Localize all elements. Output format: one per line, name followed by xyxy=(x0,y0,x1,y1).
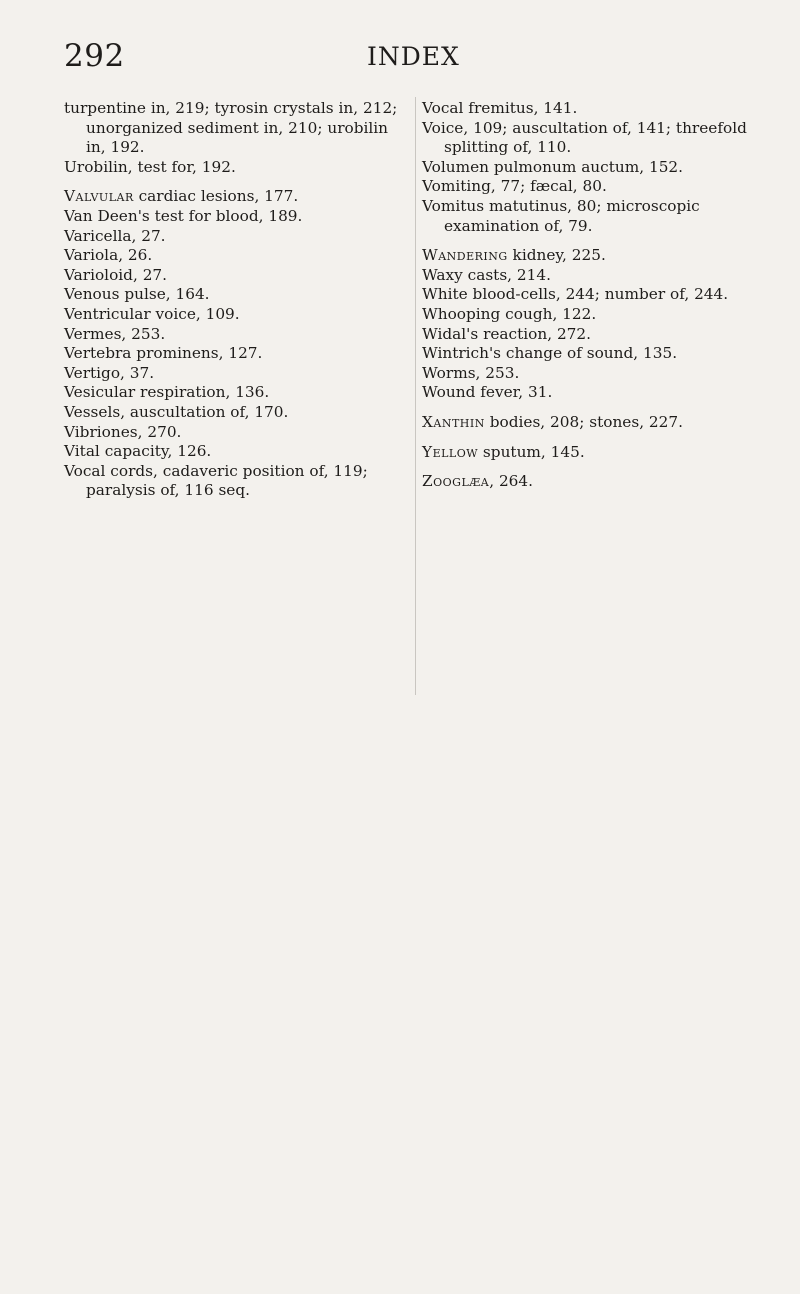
index-entry xyxy=(422,443,770,463)
index-entry: Ventricular voice, 109. xyxy=(64,304,240,323)
index-entry xyxy=(64,187,412,207)
section-gap xyxy=(422,433,770,443)
index-entry-lead: Yellow xyxy=(422,442,479,461)
index-entry: Wintrich's change of sound, 135. xyxy=(422,344,678,363)
index-entry: Widal's reaction, 272. xyxy=(422,324,592,343)
section-gap xyxy=(422,236,770,246)
index-entry: Vibriones, 270. xyxy=(64,422,182,441)
index-entry: Urobilin, test for, 192. xyxy=(64,157,236,176)
index-entry-lead: Zooglæa xyxy=(422,472,490,491)
index-entry: Vessels, auscultation of, 170. xyxy=(64,402,289,421)
index-entry-text: sputum, 145. xyxy=(478,442,585,461)
index-entry: Vomiting, 77; fæcal, 80. xyxy=(422,177,607,196)
index-entry: Wound fever, 31. xyxy=(422,383,553,402)
index-entry: Varicella, 27. xyxy=(64,226,166,245)
index-entry: Vocal cords, cadaveric position of, 119; paralysis of, 116 seq. xyxy=(64,461,368,500)
index-entry: Vesicular respiration, 136. xyxy=(64,383,270,402)
index-entry-text: kidney, 225. xyxy=(507,246,606,265)
index-entry-text: cardiac lesions, 177. xyxy=(133,187,299,206)
page-header xyxy=(0,38,800,78)
index-column-left xyxy=(64,99,412,501)
index-entry: Vital capacity, 126. xyxy=(64,442,212,461)
index-entry: Vertebra prominens, 127. xyxy=(64,344,263,363)
index-entry: Waxy casts, 214. xyxy=(422,265,551,284)
index-entry-text: bodies, 208; stones, 227. xyxy=(484,412,683,431)
index-entry: Whooping cough, 122. xyxy=(422,304,597,323)
index-entry: Van Deen's test for blood, 189. xyxy=(64,206,303,225)
index-entry: White blood-cells, 244; number of, 244. xyxy=(422,285,729,304)
index-entry: Volumen pulmonum auctum, 152. xyxy=(422,157,684,176)
index-entry: Venous pulse, 164. xyxy=(64,285,210,304)
index-entry xyxy=(422,246,770,266)
index-entry: Vermes, 253. xyxy=(64,324,166,343)
column-divider xyxy=(415,97,416,695)
index-entry: turpentine in, 219; tyrosin crystals in, 212; unorganized sediment in, 210; urobilin in, 192. xyxy=(64,99,398,157)
index-entry: Vertigo, 37. xyxy=(64,363,155,382)
section-gap xyxy=(422,462,770,472)
section-gap xyxy=(422,403,770,413)
index-entry xyxy=(422,472,770,492)
page-number: 292 xyxy=(64,38,125,74)
section-gap xyxy=(64,177,412,187)
index-entry: Vomitus matutinus, 80; microscopic examination of, 79. xyxy=(422,196,700,235)
index-entry xyxy=(422,413,770,433)
index-entry-lead: Xanthin xyxy=(422,412,485,431)
index-column-right xyxy=(422,99,770,492)
index-entry: Variola, 26. xyxy=(64,246,153,265)
index-entry: Vocal fremitus, 141. xyxy=(422,99,578,117)
index-entry: Varioloid, 27. xyxy=(64,265,168,284)
index-entry: Voice, 109; auscultation of, 141; threefold splitting of, 110. xyxy=(422,118,747,157)
index-entry-lead: Valvular xyxy=(64,187,134,206)
index-entry: Worms, 253. xyxy=(422,363,520,382)
index-entry-text: , 264. xyxy=(489,472,534,491)
running-title: INDEX xyxy=(367,42,460,71)
index-entry-lead: Wandering xyxy=(422,246,508,265)
